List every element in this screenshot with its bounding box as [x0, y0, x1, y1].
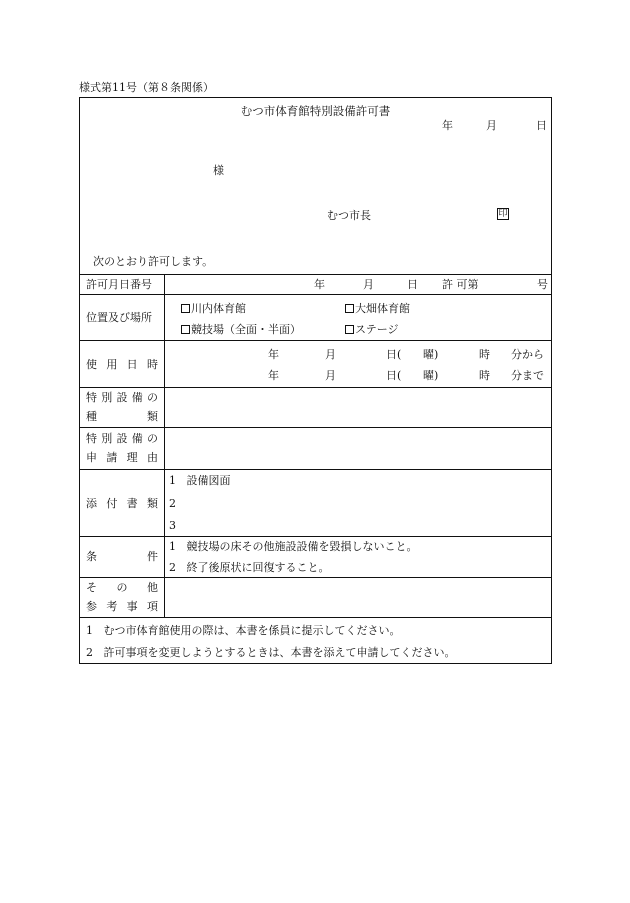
- end-minute: 分まで: [511, 369, 544, 382]
- location-option-arena[interactable]: 競技場（全面・半面）: [181, 324, 301, 335]
- row-divider: [80, 577, 551, 578]
- condition-1: 1 競技場の床その他施設設備を毀損しないこと。: [169, 540, 418, 553]
- start-weekday: 曜): [423, 348, 439, 361]
- intro-text: 次のとおり許可します。: [93, 255, 214, 268]
- issuer-name: むつ市長: [327, 209, 371, 222]
- permit-number-suffix: 号: [537, 278, 548, 291]
- end-day: 日(: [386, 369, 402, 382]
- permit-form: [79, 97, 552, 664]
- end-hour: 時: [479, 369, 490, 382]
- datetime-label: 使 用 日 時: [86, 358, 158, 371]
- attachments-label: 添 付 書 類: [86, 497, 158, 510]
- checkbox-icon: [181, 325, 190, 334]
- location-label: 位置及び場所: [86, 311, 152, 324]
- location-option-stage[interactable]: ステージ: [345, 324, 399, 335]
- start-year: 年: [268, 348, 279, 361]
- start-minute: 分から: [511, 348, 544, 361]
- row-divider: [80, 469, 551, 470]
- seal-mark: 印: [498, 209, 508, 219]
- end-year: 年: [268, 369, 279, 382]
- equipment-type-label-line2: 種 類: [86, 410, 158, 423]
- attachment-2: 2: [169, 497, 176, 510]
- row-divider: [80, 427, 551, 428]
- note-1: 1 むつ市体育館使用の際は、本書を係員に提示してください。: [86, 624, 401, 637]
- other-label-line1: そ の 他: [86, 581, 158, 594]
- location-option-kawauchi[interactable]: 川内体育館: [181, 303, 246, 314]
- other-label-line2: 参 考 事 項: [86, 600, 158, 613]
- checkbox-icon: [345, 304, 354, 313]
- row-divider: [80, 340, 551, 341]
- start-hour: 時: [479, 348, 490, 361]
- condition-2: 2 終了後原状に回復すること。: [169, 561, 330, 574]
- row-divider: [80, 617, 551, 618]
- issue-month: 月: [486, 119, 497, 132]
- permit-month: 月: [363, 278, 374, 291]
- checkbox-icon: [345, 325, 354, 334]
- start-month: 月: [325, 348, 336, 361]
- addressee-suffix: 様: [213, 164, 224, 177]
- attachment-3: 3: [169, 519, 176, 532]
- row-divider: [80, 387, 551, 388]
- note-2: 2 許可事項を変更しようとするときは、本書を添えて申請してください。: [86, 646, 456, 659]
- issue-year: 年: [442, 119, 453, 132]
- row-divider: [80, 274, 551, 275]
- permit-label: 許可月日番号: [86, 278, 152, 291]
- reason-label-line2: 申 請 理 由: [86, 451, 158, 464]
- start-day: 日(: [386, 348, 402, 361]
- conditions-label: 条 件: [86, 550, 158, 563]
- permit-number-label: 許 可第: [442, 278, 479, 291]
- end-month: 月: [325, 369, 336, 382]
- permit-year: 年: [314, 278, 325, 291]
- equipment-type-label-line1: 特 別 設 備 の: [86, 391, 158, 404]
- attachment-1: 1 設備図面: [169, 474, 231, 487]
- reason-label-line1: 特 別 設 備 の: [86, 432, 158, 445]
- row-divider: [80, 536, 551, 537]
- form-number-label: 様式第11号（第８条関係）: [79, 81, 214, 94]
- checkbox-icon: [181, 304, 190, 313]
- document-title: むつ市体育館特別設備許可書: [240, 104, 391, 118]
- issue-day: 日: [536, 119, 547, 132]
- label-column-divider: [164, 274, 165, 617]
- row-divider: [80, 294, 551, 295]
- permit-day: 日: [407, 278, 418, 291]
- location-option-ohata[interactable]: 大畑体育館: [345, 303, 410, 314]
- end-weekday: 曜): [423, 369, 439, 382]
